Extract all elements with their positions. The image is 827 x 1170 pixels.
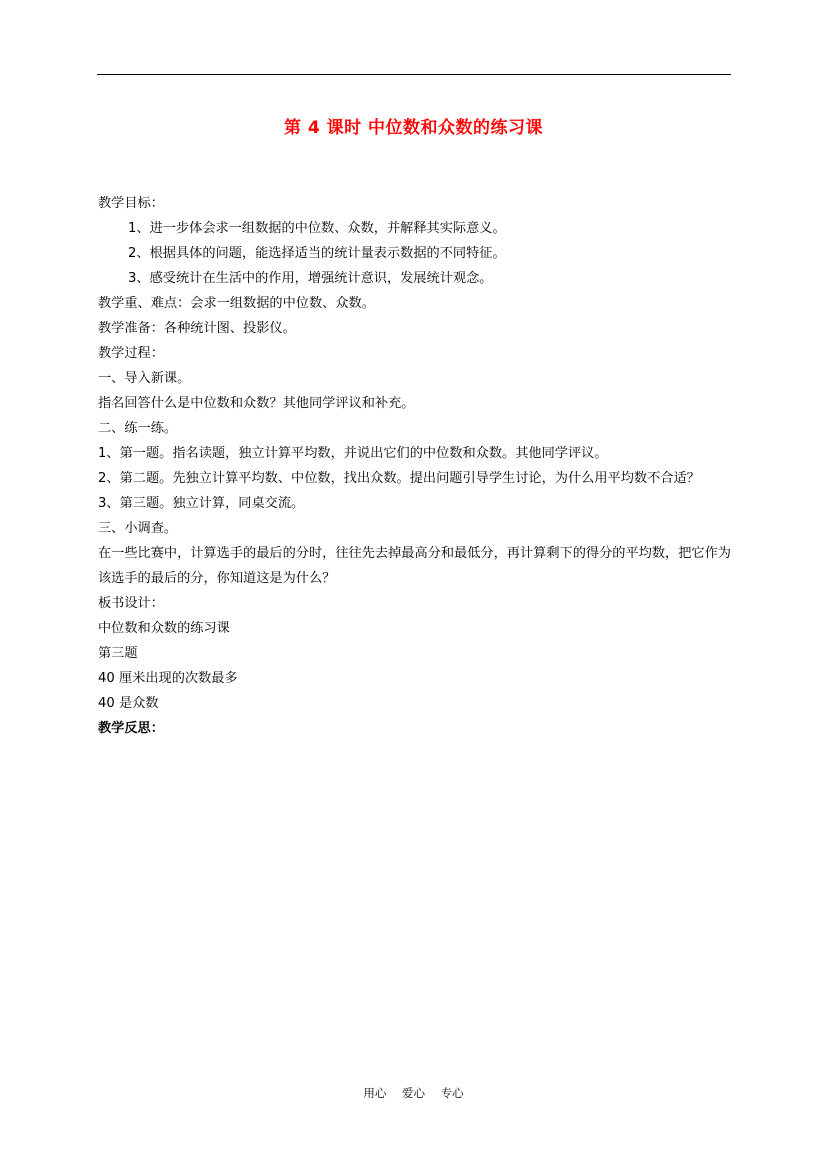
- goal-item-3: 3、感受统计在生活中的作用，增强统计意识，发展统计观念。: [128, 271, 493, 286]
- process-step-1: 一、导入新课。: [98, 371, 191, 386]
- header-rule: [97, 74, 731, 75]
- process-step-2: 二、练一练。: [98, 421, 178, 436]
- exercise-2: 2、第二题。先独立计算平均数、中位数，找出众数。提出问题引导学生讨论，为什么用平均数不合适？: [98, 471, 700, 486]
- page-footer: [0, 1085, 827, 1101]
- exercise-3: 3、第三题。独立计算，同桌交流。: [98, 496, 305, 511]
- board-design-item: 40 是众数: [98, 696, 159, 711]
- footer-item: 用心: [363, 1086, 387, 1100]
- board-design-item: 第三题: [98, 646, 138, 661]
- footer-item: 爱心: [402, 1086, 425, 1100]
- page-title: 第 4 课时 中位数和众数的练习课: [283, 118, 544, 138]
- reflection-heading: 教学反思：: [98, 721, 164, 736]
- board-design-heading: 板书设计：: [98, 596, 164, 611]
- section-heading-process: 教学过程：: [98, 346, 164, 361]
- footer-item: 专心: [440, 1086, 464, 1100]
- survey-question: 在一些比赛中，计算选手的最后的分时，往往先去掉最高分和最低分，再计算剩下的得分的平均数，把它作为该选手的最后的分，你知道这是为什么？: [98, 546, 731, 586]
- board-design-title: 中位数和众数的练习课: [98, 621, 230, 636]
- exercise-1: 1、第一题。指名读题，独立计算平均数，并说出它们的中位数和众数。其他同学评议。: [98, 446, 608, 461]
- process-text: 指名回答什么是中位数和众数？其他同学评议和补充。: [98, 396, 415, 411]
- section-heading-goals: 教学目标：: [98, 196, 164, 211]
- teaching-preparation: 教学准备：各种统计图、投影仪。: [98, 321, 296, 336]
- key-points: 教学重、难点：会求一组数据的中位数、众数。: [98, 296, 375, 311]
- goal-item-2: 2、根据具体的问题，能选择适当的统计量表示数据的不同特征。: [128, 246, 506, 261]
- goal-item-1: 1、进一步体会求一组数据的中位数、众数，并解释其实际意义。: [128, 221, 506, 236]
- document-body: [98, 191, 734, 741]
- board-design-item: 40 厘米出现的次数最多: [98, 671, 238, 686]
- process-step-3: 三、小调查。: [98, 521, 178, 536]
